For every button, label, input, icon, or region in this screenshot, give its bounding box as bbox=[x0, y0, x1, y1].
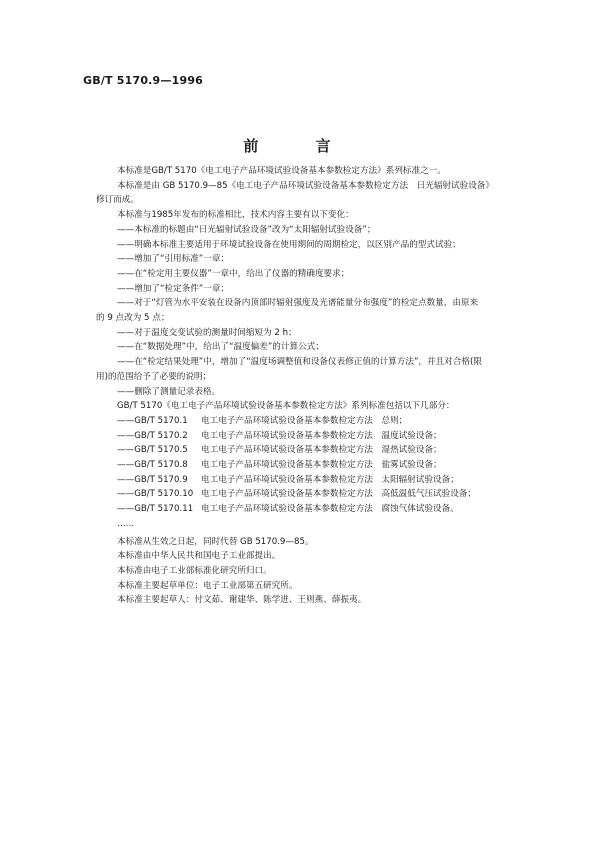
part-title: 电工电子产品环境试验设备基本参数检定方法 盐雾试验设备； bbox=[201, 460, 442, 471]
list-item bbox=[96, 414, 514, 429]
part-title: 电工电子产品环境试验设备基本参数检定方法 太阳辐射试验设备； bbox=[201, 474, 459, 485]
list-item bbox=[96, 458, 514, 473]
part-number: ——GB/T 5170.9 bbox=[117, 474, 188, 485]
part-number: ——GB/T 5170.11 bbox=[117, 504, 194, 515]
intro-paragraph: 本标准是GB/T 5170《电工电子产品环境试验设备基本参数检定方法》系列标准之一。 bbox=[117, 166, 446, 176]
change-item: ——在“检定用主要仪器”一章中，给出了仪器的精确度要求； bbox=[117, 268, 350, 279]
list-item bbox=[96, 487, 514, 502]
part-number: ——GB/T 5170.10 bbox=[117, 489, 194, 500]
intro-paragraph: 本标准是由 GB 5170.9—85《电工电子产品环境试验设备基本参数检定方法 日光辐射试验设备》 bbox=[117, 180, 494, 191]
change-item: ——在“检定结果处理”中，增加了“温度场调整值和设备仪表修正值的计算方法”，并且对合格(限 bbox=[117, 357, 482, 368]
series-parts-list bbox=[96, 414, 514, 517]
part-title: 电工电子产品环境试验设备基本参数检定方法 总则； bbox=[201, 415, 408, 426]
list-item bbox=[96, 429, 514, 444]
ellipsis: …… bbox=[117, 518, 135, 529]
change-item: ——删除了测量记录表格。 bbox=[117, 386, 221, 397]
standard-code: GB/T 5170.9—1996 bbox=[83, 74, 204, 87]
change-item: ——增加了“引用标准”一章； bbox=[117, 254, 230, 265]
series-intro: GB/T 5170《电工电子产品环境试验设备基本参数检定方法》系列标准包括以下几部分： bbox=[117, 401, 455, 412]
change-item: ——增加了“检定条件”一章； bbox=[117, 283, 230, 294]
closing-paragraph: 本标准主要起草人：付文茹、谢建华、陈学进、王则燕、薛振夷。 bbox=[117, 595, 367, 606]
part-number: ——GB/T 5170.2 bbox=[117, 430, 188, 441]
closing-paragraph: 本标准主要起草单位：电子工业部第五研究所。 bbox=[117, 580, 298, 591]
page-title: 前 言 bbox=[243, 137, 357, 155]
preface-body bbox=[96, 164, 514, 608]
closing-paragraph: 本标准由电子工业部标准化研究所归口。 bbox=[117, 565, 272, 576]
part-title: 电工电子产品环境试验设备基本参数检定方法 高低温低气压试验设备； bbox=[201, 489, 477, 500]
list-item bbox=[96, 443, 514, 458]
change-item: ——本标准的标题由“日光辐射试验设备”改为“太阳辐射试验设备”； bbox=[117, 224, 376, 235]
change-item: ——明确本标准主要适用于环境试验设备在使用期间的周期检定，以区别产品的型式试验； bbox=[117, 239, 461, 250]
intro-paragraph: 修订而成。 bbox=[96, 195, 139, 206]
part-title: 电工电子产品环境试验设备基本参数检定方法 温度试验设备； bbox=[201, 430, 442, 441]
change-item: ——在“数据处理”中，给出了“温度偏差”的计算公式； bbox=[117, 342, 324, 353]
change-item: 的 9 点改为 5 点； bbox=[96, 313, 170, 324]
list-item bbox=[96, 502, 514, 517]
part-title: 电工电子产品环境试验设备基本参数检定方法 腐蚀气体试验设备。 bbox=[201, 504, 459, 515]
part-number: ——GB/T 5170.5 bbox=[117, 445, 188, 456]
intro-paragraph: 本标准与1985年发布的标准相比，技术内容主要有以下变化： bbox=[117, 210, 354, 221]
part-number: ——GB/T 5170.1 bbox=[117, 415, 188, 426]
change-item: ——对于“灯管为水平安装在设备内顶部时辐射强度及光谱能量分布强度”的检定点数量，由原来 bbox=[117, 298, 479, 309]
part-number: ——GB/T 5170.8 bbox=[117, 460, 188, 471]
closing-paragraph: 本标准从生效之日起，同时代替 GB 5170.9—85。 bbox=[117, 536, 314, 547]
part-title: 电工电子产品环境试验设备基本参数检定方法 湿热试验设备； bbox=[201, 445, 442, 456]
closing-paragraph: 本标准由中华人民共和国电子工业部提出。 bbox=[117, 551, 281, 562]
change-item: 用)的范围给予了必要的说明； bbox=[96, 371, 212, 382]
list-item bbox=[96, 473, 514, 488]
change-item: ——对于温度交变试验的测量时间缩短为 2 h； bbox=[117, 327, 297, 338]
